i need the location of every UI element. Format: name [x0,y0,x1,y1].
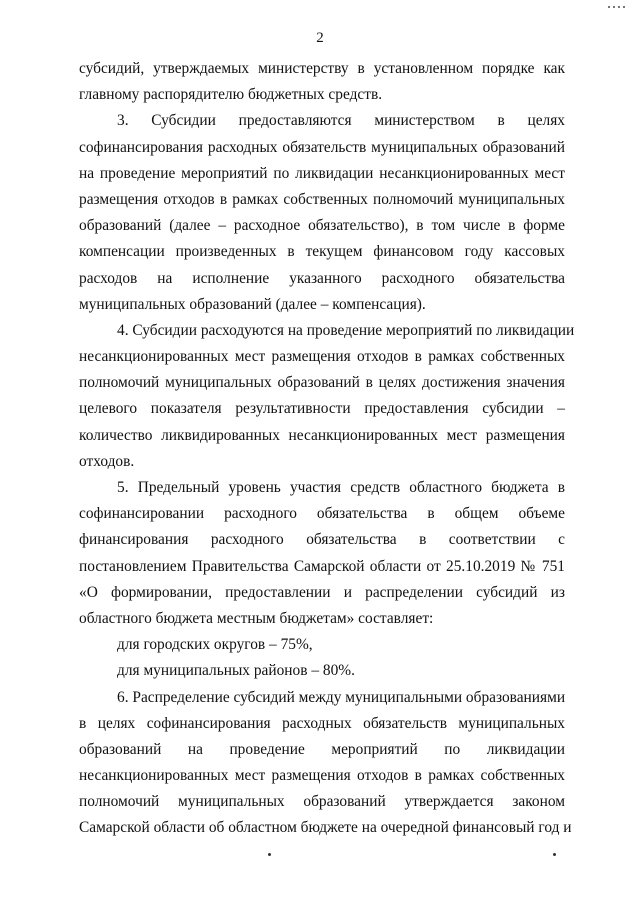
text-line: 4. Субсидии расходуются на проведение мероприятий по ликвидации [117,321,575,339]
scan-corner-mark [608,6,634,12]
text-line: отходов. [79,452,135,470]
text-line: полномочий муниципальных образований утверждается законом [79,793,565,811]
text-line: «О формировании, предоставлении и распределении субсидий из [79,583,565,601]
text-line: полномочий муниципальных образований в целях достижения значения [79,374,565,392]
text-line: софинансирования расходных обязательств муниципальных образований [79,138,565,156]
document-body [79,56,575,842]
text-line: компенсации произведенных в текущем финансовом году кассовых [79,243,565,261]
text-line: 3. Субсидии предоставляются министерством в целях [117,112,565,130]
text-line: для муниципальных районов – 80%. [117,662,355,680]
text-line: муниципальных образований (далее – компенсация). [79,295,426,313]
text-line: 5. Предельный уровень участия средств областного бюджета в [117,479,565,496]
text-line: несанкционированных мест размещения отходов в рамках собственных [79,348,565,366]
text-line: количество ликвидированных несанкционированных мест размещения [79,426,565,444]
text-line: расходов на исполнение указанного расходного обязательства [79,269,565,287]
text-line: на проведение мероприятий по ликвидации несанкционированных мест [79,164,565,182]
text-line: областного бюджета местным бюджетам» составляет: [79,609,434,627]
text-line: размещения отходов в рамках собственных полномочий муниципальных [79,190,565,208]
text-line: субсидий, утверждаемых министерству в установленном порядке как [79,60,565,77]
text-line: несанкционированных мест размещения отходов в рамках собственных [79,767,565,785]
scan-speck [268,853,271,856]
text-line: главному распорядителю бюджетных средств. [79,86,383,104]
text-line: целевого показателя результативности предоставления субсидии – [79,400,565,418]
text-line: в целях софинансирования расходных обязательств муниципальных [79,714,565,732]
text-line: финансирования расходного обязательства в соответствии с [79,531,565,549]
scan-speck [553,853,556,856]
text-line: Самарской области об областном бюджете на очередной финансовый год и [79,819,572,837]
text-line: образований (далее – расходное обязательство), в том числе в форме [79,217,565,235]
page-number: 2 [316,30,324,46]
text-line: 6. Распределение субсидий между муниципальными образованиями [117,688,566,706]
text-line: образований на проведение мероприятий по ликвидации [79,740,565,758]
text-line: для городских округов – 75%, [117,636,313,654]
text-line: софинансировании расходного обязательства в общем объеме [79,505,565,523]
text-line: постановлением Правительства Самарской области от 25.10.2019 № 751 [79,557,565,575]
